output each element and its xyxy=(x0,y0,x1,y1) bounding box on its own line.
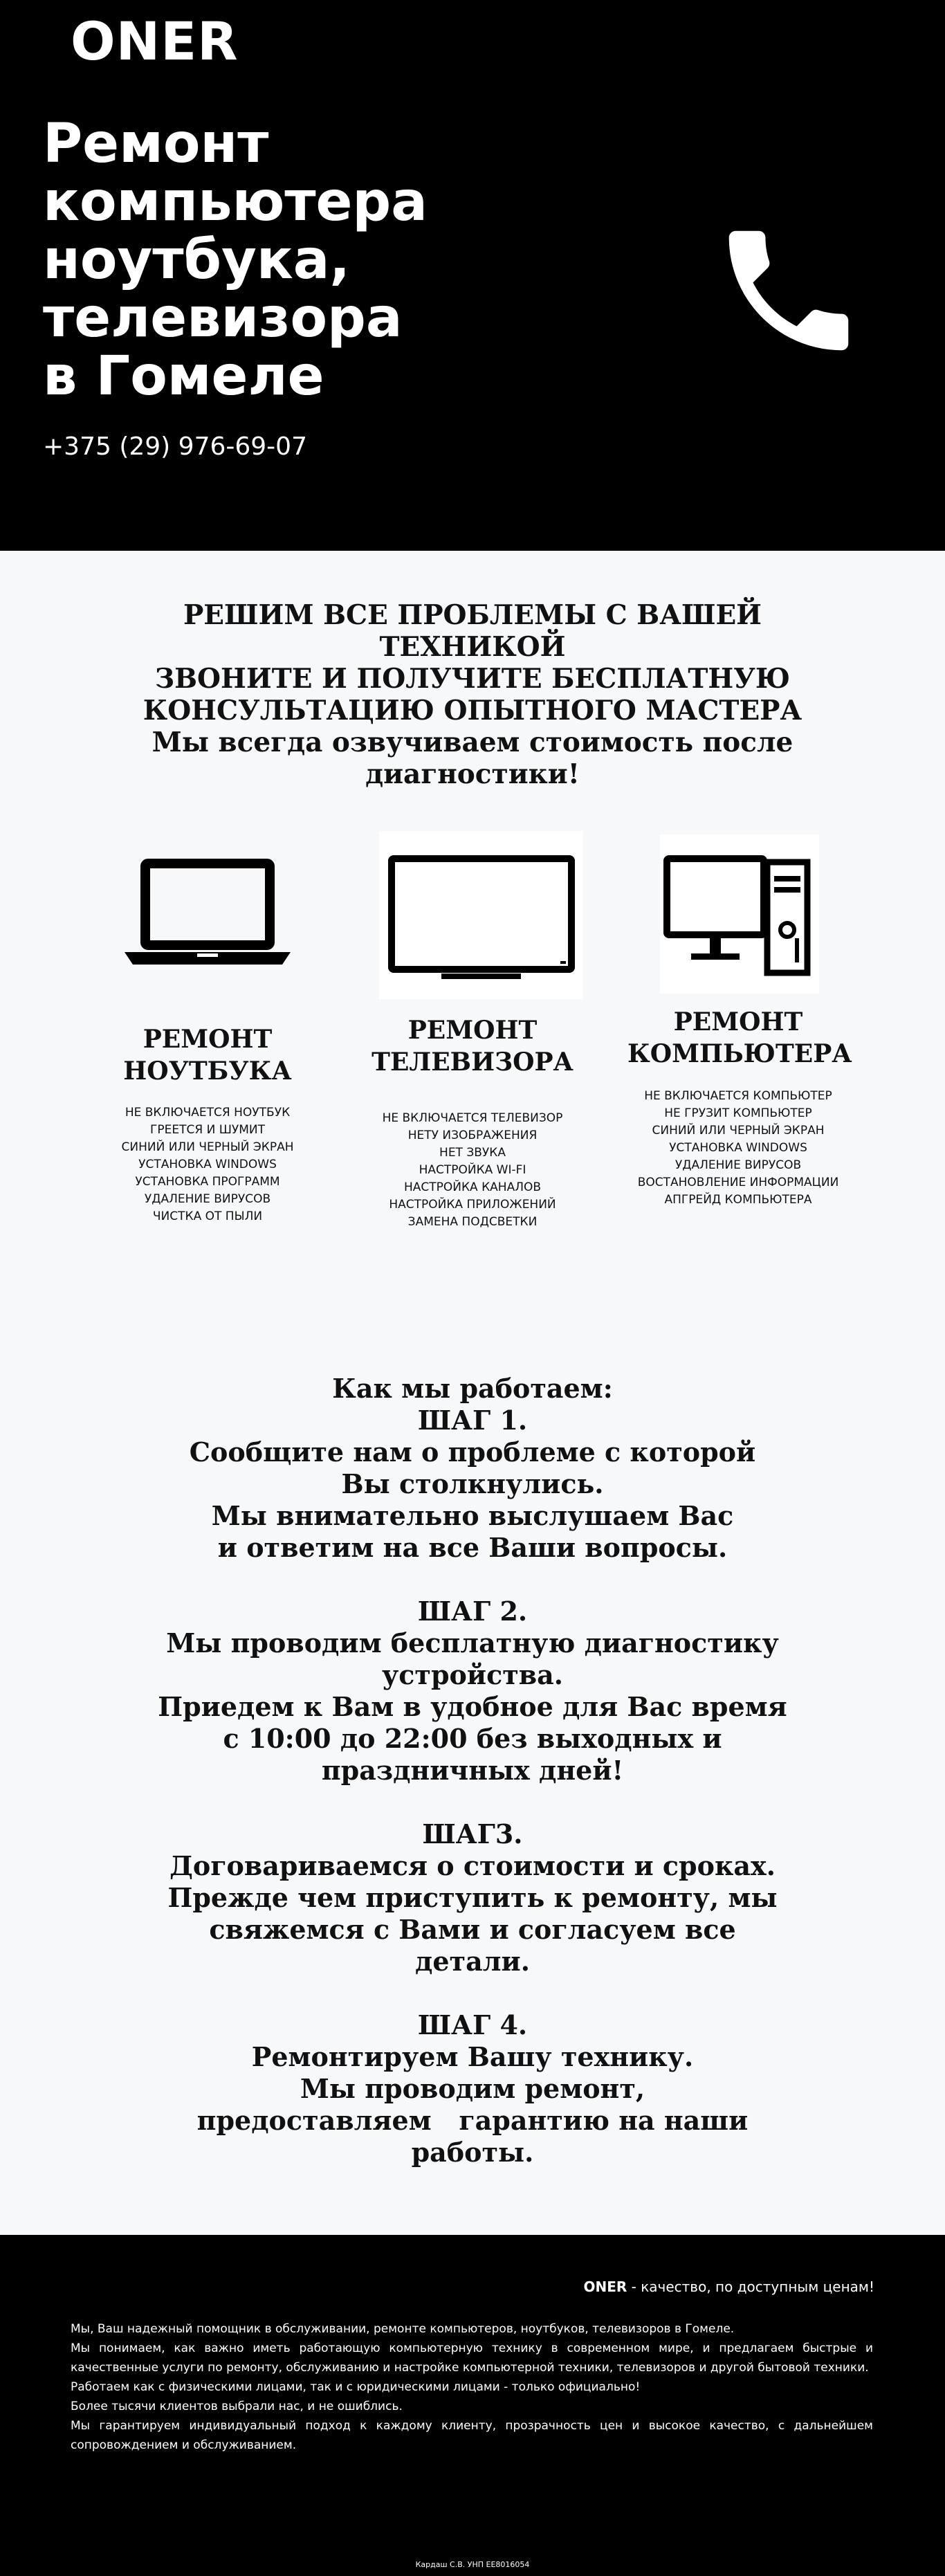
service-title-line: КОМПЬЮТЕРА xyxy=(627,1039,852,1068)
step-line: Как мы работаем: xyxy=(332,1373,613,1404)
footer-legal: Кардаш С.В. УНП ЕЕ8016054 xyxy=(415,2560,530,2569)
main-section xyxy=(0,551,945,2235)
list-item: НЕ ГРУЗИТ КОМПЬЮТЕР xyxy=(664,1106,812,1120)
intro-line: КОНСУЛЬТАЦИЮ ОПЫТНОГО МАСТЕРА xyxy=(143,695,802,727)
step-line: Мы проводим бесплатную диагностику xyxy=(166,1627,779,1659)
intro-line: диагностики! xyxy=(365,758,580,790)
list-item: НЕ ВКЛЮЧАЕТСЯ КОМПЬЮТЕР xyxy=(644,1089,832,1103)
list-item: НАСТРОЙКА ПРИЛОЖЕНИЙ xyxy=(389,1198,556,1212)
list-item: СИНИЙ ИЛИ ЧЕРНЫЙ ЭКРАН xyxy=(121,1140,294,1154)
list-item: УДАЛЕНИЕ ВИРУСОВ xyxy=(144,1192,271,1206)
intro-line: ЗВОНИТЕ И ПОЛУЧИТЕ БЕСПЛАТНУЮ xyxy=(154,663,791,695)
list-item: УСТАНОВКА WINDOWS xyxy=(669,1141,807,1155)
list-item: НАСТРОЙКА КАНАЛОВ xyxy=(403,1180,542,1194)
how-we-work xyxy=(92,1373,853,2200)
list-item: ЧИСТКА ОТ ПЫЛИ xyxy=(152,1209,263,1223)
page-title xyxy=(43,113,666,408)
logo[interactable]: ONER xyxy=(71,10,239,72)
service-list xyxy=(97,1104,318,1225)
step-line: Мы проводим ремонт, xyxy=(300,2073,645,2104)
service-title-line: РЕМОНТ xyxy=(143,1025,273,1054)
step-line: ШАГ 1. xyxy=(417,1405,528,1436)
service-title-line: НОУТБУКА xyxy=(123,1057,292,1086)
list-item: УСТАНОВКА ПРОГРАММ xyxy=(135,1175,280,1189)
about-paragraph: Мы гарантируем индивидуальный подход к каждому клиенту, прозрачность цен и высокое качество, с дальнейшем сопровождением и обслуживанием. xyxy=(71,2419,873,2452)
service-list xyxy=(627,1088,849,1209)
title-line: Ремонт компьютера xyxy=(43,113,428,233)
footer-tagline xyxy=(583,2278,874,2296)
step-line: ШАГ 2. xyxy=(417,1596,528,1627)
footer-about xyxy=(71,2319,873,2455)
step-line: ШАГ3. xyxy=(422,1818,523,1849)
service-title xyxy=(97,1023,318,1087)
list-item: ГРЕЕТСЯ И ШУМИТ xyxy=(150,1123,265,1137)
step-line: работы. xyxy=(411,2137,534,2168)
list-item: НЕТУ ИЗОБРАЖЕНИЯ xyxy=(407,1129,538,1142)
intro-text xyxy=(127,599,818,790)
list-item: ВОСТАНОВЛЕНИЕ ИНФОРМАЦИИ xyxy=(637,1176,839,1189)
list-item: УДАЛЕНИЕ ВИРУСОВ xyxy=(675,1158,802,1172)
service-title-line: ТЕЛЕВИЗОРА xyxy=(371,1048,574,1077)
hero-section xyxy=(0,0,945,551)
step-line: устройства. xyxy=(381,1659,564,1690)
list-item: СИНИЙ ИЛИ ЧЕРНЫЙ ЭКРАН xyxy=(652,1124,825,1138)
phone-link[interactable]: +375 (29) 976-69-07 xyxy=(43,432,307,461)
intro-line: Мы всегда озвучиваем стоимость после xyxy=(152,727,793,758)
step-block xyxy=(92,2009,853,2168)
service-title xyxy=(362,1014,583,1078)
about-paragraph: Мы, Ваш надежный помощник в обслуживании, ремонте компьютеров, ноутбуков, телевизоров в Гомеле. xyxy=(71,2322,735,2336)
title-line: в Гомеле xyxy=(43,345,324,408)
list-item: НЕ ВКЛЮЧАЕТСЯ НОУТБУК xyxy=(125,1106,291,1120)
list-item: НАСТРОЙКА WI-FI xyxy=(419,1163,526,1177)
list-item: ЗАМЕНА ПОДСВЕТКИ xyxy=(407,1215,538,1229)
footer-brand: ONER xyxy=(583,2278,627,2295)
list-item: УСТАНОВКА WINDOWS xyxy=(138,1158,277,1171)
tv-icon xyxy=(379,831,583,999)
step-block xyxy=(92,1818,853,1977)
step-line: детали. xyxy=(415,1946,530,1977)
about-paragraph: Работаем как с физическими лицами, так и с юридическими лицами - только официально! xyxy=(71,2380,641,2394)
step-line: Прежде чем приступить к ремонту, мы xyxy=(167,1882,778,1913)
about-paragraph: Мы понимаем, как важно иметь работающую компьютерную технику в современном мире, и предлагаем быстрые и качественные услуги по ремонту, обслуживанию и настройке компьютерной техники, телевизоров и другой бытовой техники. xyxy=(71,2341,873,2375)
desktop-computer-icon xyxy=(660,834,819,994)
step-line: Вы столкнулись. xyxy=(341,1468,604,1499)
laptop-icon xyxy=(125,855,291,973)
phone-icon[interactable] xyxy=(709,211,868,370)
title-line: телевизора xyxy=(43,287,403,349)
service-title-line: РЕМОНТ xyxy=(407,1016,538,1045)
list-item: НЕ ВКЛЮЧАЕТСЯ ТЕЛЕВИЗОР xyxy=(382,1111,563,1125)
service-title xyxy=(627,1006,852,1070)
step-line: Ремонтируем Вашу технику. xyxy=(251,2041,694,2072)
list-item: НЕТ ЗВУКА xyxy=(439,1146,506,1160)
intro-line: ТЕХНИКОЙ xyxy=(379,631,566,663)
step-line: Мы внимательно выслушаем Вас xyxy=(211,1500,734,1531)
step-line: Договариваемся о стоимости и сроках. xyxy=(169,1850,776,1881)
title-line: ноутбука, xyxy=(43,229,351,291)
service-title-line: РЕМОНТ xyxy=(673,1007,803,1036)
step-line: праздничных дней! xyxy=(321,1755,624,1786)
step-line: Сообщите нам о проблеме с которой xyxy=(189,1436,756,1468)
intro-line: РЕШИМ ВСЕ ПРОБЛЕМЫ С ВАШЕЙ xyxy=(183,599,762,631)
about-paragraph: Более тысячи клиентов выбрали нас, и не ошиблись. xyxy=(71,2400,403,2413)
list-item: АПГРЕЙД КОМПЬЮТЕРА xyxy=(664,1193,812,1207)
step-line: ШАГ 4. xyxy=(417,2009,528,2040)
step-line: с 10:00 до 22:00 без выходных и xyxy=(223,1723,722,1754)
step-block xyxy=(92,1596,853,1787)
step-line: предоставляем гарантию на наши xyxy=(196,2105,749,2136)
footer xyxy=(0,2235,945,2576)
service-list xyxy=(362,1110,583,1231)
footer-tagline-text: - качество, по доступным ценам! xyxy=(627,2278,874,2295)
step-block xyxy=(92,1373,853,1564)
step-line: свяжемся с Вами и согласуем все xyxy=(209,1914,736,1945)
step-line: и ответим на все Ваши вопросы. xyxy=(217,1532,728,1563)
step-line: Приедем к Вам в удобное для Вас время xyxy=(158,1691,787,1722)
